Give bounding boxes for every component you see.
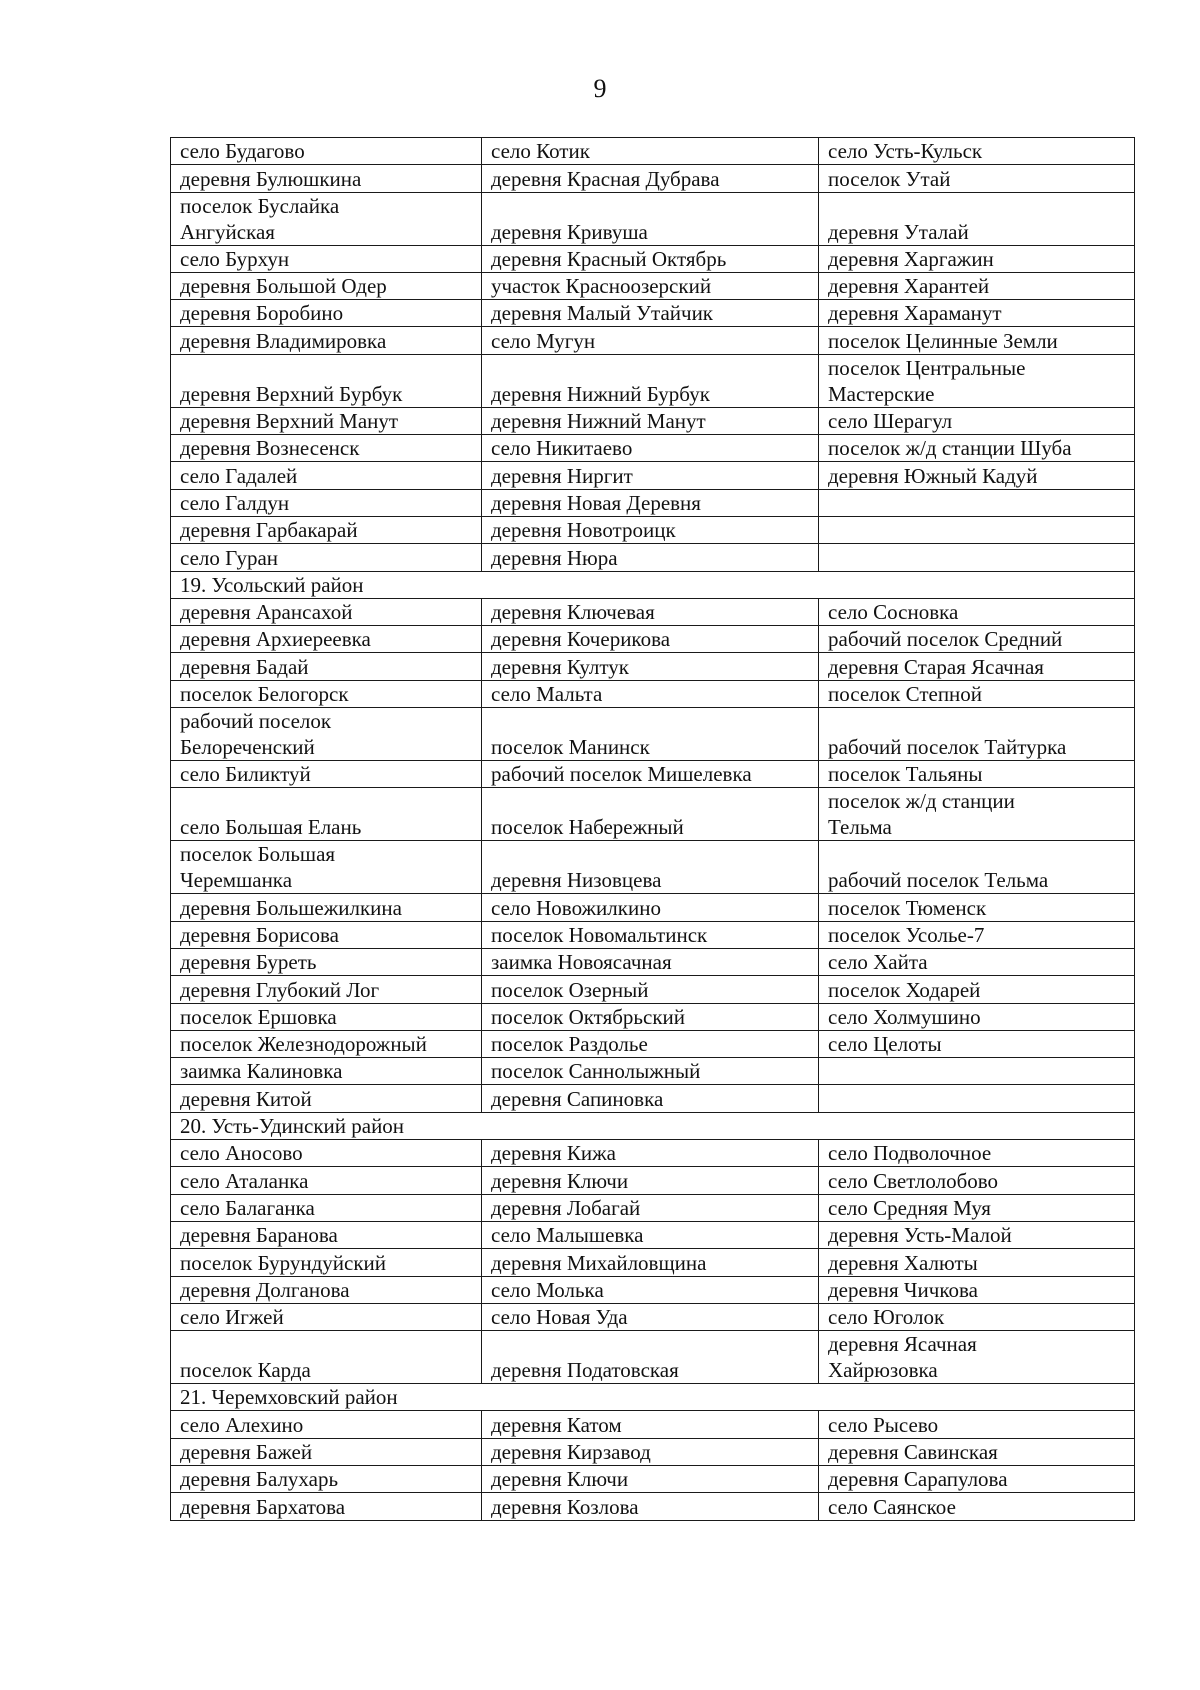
table-row: [171, 300, 1135, 327]
settlement-cell: деревня Большежилкина: [171, 894, 482, 921]
settlement-cell: деревня Арансахой: [171, 598, 482, 625]
settlement-cell: деревня Бархатова: [171, 1493, 482, 1520]
settlement-cell: деревня Гарбакарай: [171, 516, 482, 543]
settlement-cell: деревня Красный Октябрь: [482, 245, 819, 272]
settlement-cell: рабочий поселок Тайтурка: [819, 708, 1135, 761]
settlement-cell: поселок Целинные Земли: [819, 327, 1135, 354]
table-row: [171, 976, 1135, 1003]
settlement-cell: деревня Ключи: [482, 1167, 819, 1194]
table-row: [171, 354, 1135, 407]
table-row: [171, 407, 1135, 434]
settlement-cell: село Малышевка: [482, 1221, 819, 1248]
settlement-cell: село Гадалей: [171, 462, 482, 489]
settlement-cell: деревня Савинская: [819, 1438, 1135, 1465]
table-row: [171, 1465, 1135, 1492]
table-row: [171, 544, 1135, 571]
settlement-cell: деревня Хараманут: [819, 300, 1135, 327]
table-row: [171, 1058, 1135, 1085]
settlement-cell: село Игжей: [171, 1303, 482, 1330]
settlements-table: [170, 137, 1135, 1521]
settlement-cell: [819, 489, 1135, 516]
settlement-cell: село Шерагул: [819, 407, 1135, 434]
table-row: [171, 192, 1135, 245]
table-row: [171, 894, 1135, 921]
settlement-cell: деревня Чичкова: [819, 1276, 1135, 1303]
table-row: [171, 680, 1135, 707]
district-heading: 19. Усольский район: [171, 571, 1135, 598]
settlement-cell: поселок Железнодорожный: [171, 1030, 482, 1057]
table-row: [171, 921, 1135, 948]
settlement-cell: деревня Ясачная Хайрюзовка: [819, 1331, 1135, 1384]
settlement-cell: село Светлолобово: [819, 1167, 1135, 1194]
settlement-cell: село Саянское: [819, 1493, 1135, 1520]
table-row: [171, 948, 1135, 975]
table-row: [171, 598, 1135, 625]
settlement-cell: село Молька: [482, 1276, 819, 1303]
table-row: [171, 788, 1135, 841]
settlement-cell: поселок Октябрьский: [482, 1003, 819, 1030]
table-row: [171, 1411, 1135, 1438]
settlement-cell: село Балаганка: [171, 1194, 482, 1221]
table-row: [171, 1303, 1135, 1330]
settlement-cell: деревня Кочерикова: [482, 626, 819, 653]
settlement-cell: деревня Нижний Манут: [482, 407, 819, 434]
settlement-cell: деревня Глубокий Лог: [171, 976, 482, 1003]
table-row: [171, 1140, 1135, 1167]
settlements-table-body: [171, 138, 1135, 1521]
settlement-cell: село Будагово: [171, 138, 482, 165]
settlement-cell: деревня Бажей: [171, 1438, 482, 1465]
settlement-cell: поселок Буслайка Ангуйская: [171, 192, 482, 245]
settlement-cell: село Аталанка: [171, 1167, 482, 1194]
settlement-cell: село Сосновка: [819, 598, 1135, 625]
table-row: [171, 138, 1135, 165]
settlement-cell: деревня Боробино: [171, 300, 482, 327]
settlement-cell: село Юголок: [819, 1303, 1135, 1330]
settlement-cell: деревня Малый Утайчик: [482, 300, 819, 327]
settlement-cell: деревня Кирзавод: [482, 1438, 819, 1465]
table-row: [171, 653, 1135, 680]
settlement-cell: село Мальта: [482, 680, 819, 707]
settlement-cell: деревня Балухарь: [171, 1465, 482, 1492]
settlement-cell: поселок Тюменск: [819, 894, 1135, 921]
settlement-cell: деревня Верхний Бурбук: [171, 354, 482, 407]
settlement-cell: деревня Большой Одер: [171, 272, 482, 299]
settlement-cell: деревня Халюты: [819, 1249, 1135, 1276]
table-row: [171, 462, 1135, 489]
district-heading: 21. Черемховский район: [171, 1384, 1135, 1411]
settlement-cell: село Новая Уда: [482, 1303, 819, 1330]
settlement-cell: деревня Михайловщина: [482, 1249, 819, 1276]
settlement-cell: село Алехино: [171, 1411, 482, 1438]
settlement-cell: заимка Калиновка: [171, 1058, 482, 1085]
settlement-cell: [819, 1085, 1135, 1112]
settlement-cell: деревня Нюра: [482, 544, 819, 571]
settlement-cell: [819, 1058, 1135, 1085]
settlement-cell: деревня Кривуша: [482, 192, 819, 245]
table-row: [171, 165, 1135, 192]
settlement-cell: [819, 516, 1135, 543]
settlement-cell: деревня Долганова: [171, 1276, 482, 1303]
settlement-cell: заимка Новоясачная: [482, 948, 819, 975]
settlement-cell: поселок ж/д станции Шуба: [819, 435, 1135, 462]
settlement-cell: поселок Новомальтинск: [482, 921, 819, 948]
settlement-cell: поселок Саннолыжный: [482, 1058, 819, 1085]
table-row: [171, 1085, 1135, 1112]
settlement-cell: деревня Владимировка: [171, 327, 482, 354]
settlement-cell: село Рысево: [819, 1411, 1135, 1438]
settlement-cell: село Никитаево: [482, 435, 819, 462]
settlement-cell: деревня Низовцева: [482, 841, 819, 894]
settlement-cell: деревня Сарапулова: [819, 1465, 1135, 1492]
settlement-cell: поселок Раздолье: [482, 1030, 819, 1057]
settlement-cell: село Холмушино: [819, 1003, 1135, 1030]
district-heading-row: [171, 571, 1135, 598]
settlement-cell: поселок Центральные Мастерские: [819, 354, 1135, 407]
settlement-cell: деревня Козлова: [482, 1493, 819, 1520]
settlement-cell: село Бурхун: [171, 245, 482, 272]
settlement-cell: деревня Харантей: [819, 272, 1135, 299]
settlement-cell: село Мугун: [482, 327, 819, 354]
table-row: [171, 1276, 1135, 1303]
settlement-cell: поселок Степной: [819, 680, 1135, 707]
table-row: [171, 761, 1135, 788]
settlement-cell: рабочий поселок Средний: [819, 626, 1135, 653]
settlement-cell: поселок Ходарей: [819, 976, 1135, 1003]
settlement-cell: деревня Старая Ясачная: [819, 653, 1135, 680]
settlement-cell: село Аносово: [171, 1140, 482, 1167]
settlement-cell: поселок Карда: [171, 1331, 482, 1384]
table-row: [171, 708, 1135, 761]
table-row: [171, 1003, 1135, 1030]
table-row: [171, 841, 1135, 894]
table-row: [171, 1438, 1135, 1465]
settlement-cell: село Целоты: [819, 1030, 1135, 1057]
table-row: [171, 1249, 1135, 1276]
settlement-cell: деревня Булюшкина: [171, 165, 482, 192]
table-row: [171, 1493, 1135, 1520]
settlement-cell: село Хайта: [819, 948, 1135, 975]
settlement-cell: село Биликтуй: [171, 761, 482, 788]
settlement-cell: деревня Вознесенск: [171, 435, 482, 462]
settlement-cell: деревня Уталай: [819, 192, 1135, 245]
settlement-cell: поселок Бурундуйский: [171, 1249, 482, 1276]
settlement-cell: деревня Култук: [482, 653, 819, 680]
settlement-cell: поселок Манинск: [482, 708, 819, 761]
settlement-cell: деревня Южный Кадуй: [819, 462, 1135, 489]
settlement-cell: село Большая Елань: [171, 788, 482, 841]
settlement-cell: поселок Набережный: [482, 788, 819, 841]
settlement-cell: село Гуран: [171, 544, 482, 571]
settlement-cell: деревня Катом: [482, 1411, 819, 1438]
settlement-cell: [819, 544, 1135, 571]
settlement-cell: деревня Китой: [171, 1085, 482, 1112]
settlement-cell: деревня Новая Деревня: [482, 489, 819, 516]
settlement-cell: поселок Утай: [819, 165, 1135, 192]
settlement-cell: деревня Лобагай: [482, 1194, 819, 1221]
settlement-cell: поселок Большая Черемшанка: [171, 841, 482, 894]
settlement-cell: деревня Архиереевка: [171, 626, 482, 653]
district-heading: 20. Усть-Удинский район: [171, 1112, 1135, 1139]
settlement-cell: рабочий поселок Тельма: [819, 841, 1135, 894]
table-row: [171, 489, 1135, 516]
settlement-cell: деревня Буреть: [171, 948, 482, 975]
settlement-cell: село Новожилкино: [482, 894, 819, 921]
settlement-cell: участок Красноозерский: [482, 272, 819, 299]
settlement-cell: село Средняя Муя: [819, 1194, 1135, 1221]
table-row: [171, 272, 1135, 299]
settlement-cell: поселок Усолье-7: [819, 921, 1135, 948]
settlement-cell: деревня Ниргит: [482, 462, 819, 489]
settlement-cell: деревня Борисова: [171, 921, 482, 948]
settlement-cell: деревня Верхний Манут: [171, 407, 482, 434]
settlement-cell: деревня Ключи: [482, 1465, 819, 1492]
table-row: [171, 1221, 1135, 1248]
settlement-cell: деревня Новотроицк: [482, 516, 819, 543]
district-heading-row: [171, 1384, 1135, 1411]
settlement-cell: деревня Сапиновка: [482, 1085, 819, 1112]
settlement-cell: поселок Белогорск: [171, 680, 482, 707]
table-row: [171, 1194, 1135, 1221]
settlement-cell: деревня Кижа: [482, 1140, 819, 1167]
settlement-cell: село Подволочное: [819, 1140, 1135, 1167]
table-row: [171, 435, 1135, 462]
settlement-cell: поселок ж/д станции Тельма: [819, 788, 1135, 841]
settlement-cell: рабочий поселок Мишелевка: [482, 761, 819, 788]
settlement-cell: деревня Податовская: [482, 1331, 819, 1384]
settlement-cell: деревня Усть-Малой: [819, 1221, 1135, 1248]
table-row: [171, 516, 1135, 543]
settlement-cell: деревня Красная Дубрава: [482, 165, 819, 192]
settlement-cell: деревня Ключевая: [482, 598, 819, 625]
settlement-cell: деревня Нижний Бурбук: [482, 354, 819, 407]
district-heading-row: [171, 1112, 1135, 1139]
settlement-cell: село Усть-Кульск: [819, 138, 1135, 165]
settlement-cell: деревня Баранова: [171, 1221, 482, 1248]
settlement-cell: поселок Ершовка: [171, 1003, 482, 1030]
settlement-cell: поселок Озерный: [482, 976, 819, 1003]
table-row: [171, 327, 1135, 354]
settlement-cell: село Котик: [482, 138, 819, 165]
page-number: 9: [593, 74, 607, 103]
table-row: [171, 1167, 1135, 1194]
table-row: [171, 626, 1135, 653]
table-row: [171, 245, 1135, 272]
settlement-cell: рабочий поселок Белореченский: [171, 708, 482, 761]
settlement-cell: поселок Тальяны: [819, 761, 1135, 788]
settlement-cell: деревня Харгажин: [819, 245, 1135, 272]
settlement-cell: деревня Бадай: [171, 653, 482, 680]
table-row: [171, 1331, 1135, 1384]
settlement-cell: село Галдун: [171, 489, 482, 516]
table-row: [171, 1030, 1135, 1057]
